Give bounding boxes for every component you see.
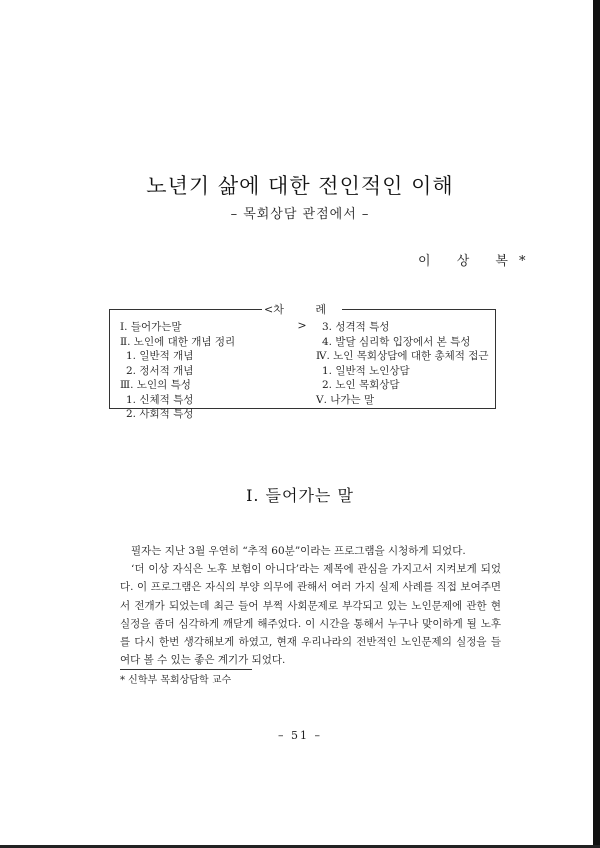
toc-right-column (316, 320, 489, 407)
toc-item: Ⅴ. 나가는 말 (316, 393, 375, 406)
paragraph: ‘더 이상 자식은 노후 보험이 아니다’라는 제목에 관심을 가지고서 지켜보게 되었다. 이 프로그램은 자식의 부양 의무에 관해서 여러 가지 실제 사례를 직접 보여주면서 전개가 되었는데 최근 들어 부쩍 사회문제로 부각되고 있는 노인문제에 관한 현 실정을 좀더 심각하게 깨닫게 해주었다. 이 시간을 통해서 누구나 맞이하게 될 노후를 다시 한번 생각해보게 하였고, 현재 우리나라의 전반적인 노인문제의 실정을 들여다 볼 수 있는 좋은 계기가 되었다. (120, 563, 501, 667)
toc-item: 2. 사회적 특성 (126, 408, 194, 420)
footnote-rule (120, 669, 252, 670)
toc-item: Ⅳ. 노인 목회상담에 대한 총체적 접근 (316, 350, 489, 362)
footnote: * 신학부 목회상담학 교수 (120, 675, 232, 686)
section-heading: Ⅰ. 들어가는 말 (246, 486, 354, 505)
paragraph: 필자는 지난 3월 우연히 “추적 60분”이라는 프로그램을 시청하게 되었다. (131, 545, 466, 557)
article-title: 노년기 삶에 대한 전인적인 이해 (146, 174, 454, 198)
toc-item: 2. 노인 목회상담 (322, 379, 400, 391)
toc-item: 1. 신체적 특성 (126, 393, 194, 406)
toc-item: 1. 일반적 개념 (126, 350, 194, 362)
page-number: – 51 – (278, 729, 322, 742)
toc-item: 2. 정서적 개념 (126, 364, 194, 377)
toc-item: 1. 일반적 노인상담 (322, 364, 410, 377)
body-text (120, 542, 501, 669)
toc-item: Ⅱ. 노인에 대한 개념 정리 (120, 335, 236, 348)
author-name: 이 상 복* (418, 254, 537, 269)
article-subtitle: – 목회상담 관점에서 – (230, 207, 370, 222)
toc-label: <차 례> (262, 302, 342, 318)
toc-left-column (120, 320, 235, 422)
scan-edge-right (593, 0, 600, 848)
toc-item: Ⅰ. 들어가는말 (120, 321, 182, 333)
toc-item: 3. 성격적 특성 (322, 321, 390, 333)
toc-item: Ⅲ. 노인의 특성 (120, 379, 191, 391)
toc-item: 4. 발달 심리학 입장에서 본 특성 (322, 335, 471, 348)
